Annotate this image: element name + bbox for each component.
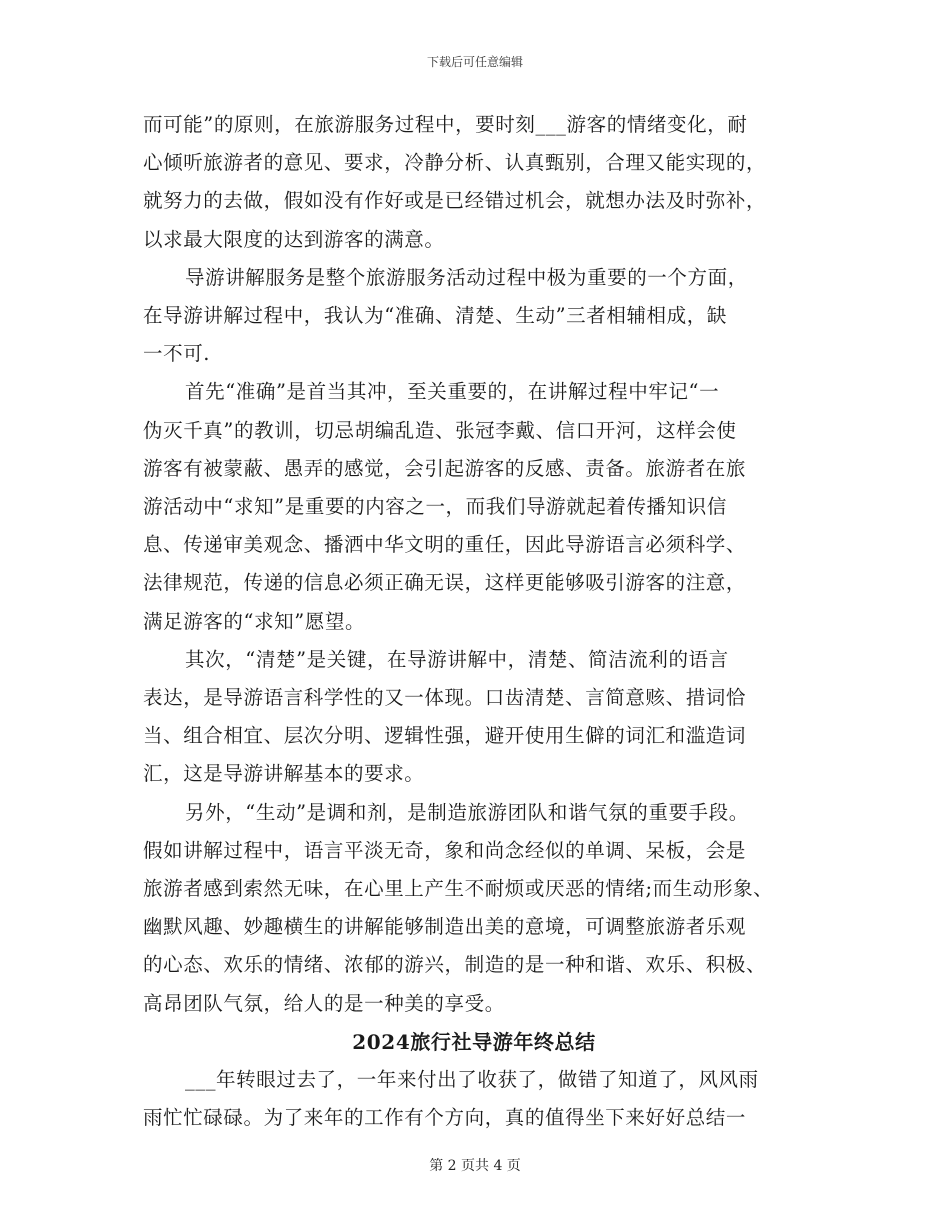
text-line: 雨忙忙碌碌。为了来年的工作有个方向，真的值得坐下来好好总结一 [143, 1106, 747, 1130]
text-line: 游客有被蒙蔽、愚弄的感觉，会引起游客的反感、责备。旅游者在旅 [143, 456, 747, 480]
text-line: 旅游者感到索然无味，在心里上产生不耐烦或厌恶的情绪;而生动形象、 [143, 877, 774, 901]
text-line: 其次，“清楚”是关键，在导游讲解中，清楚、简洁流利的语言 [185, 647, 729, 671]
text-line: 在导游讲解过程中，我认为“准确、清楚、生动”三者相辅相成，缺 [143, 304, 727, 328]
text-line: 心倾听旅游者的意见、要求，冷静分析、认真甄别，合理又能实现的， [143, 151, 767, 175]
text-line: 一不可. [143, 342, 211, 366]
text-line: 当、组合相宜、层次分明、逻辑性强，避开使用生僻的词汇和滥造词 [143, 724, 747, 748]
text-line: 的心态、欢乐的情绪、浓郁的游兴，制造的是一种和谐、欢乐、积极、 [143, 953, 767, 977]
text-line: 法律规范，传递的信息必须正确无误，这样更能够吸引游客的注意， [143, 571, 747, 595]
text-line: 满足游客的“求知”愿望。 [143, 609, 366, 633]
text-line: 息、传递审美观念、播洒中华文明的重任，因此导游语言必须科学、 [143, 533, 747, 557]
text-line: 幽默风趣、妙趣横生的讲解能够制造出美的意境，可调整旅游者乐观 [143, 915, 747, 939]
text-line: 以求最大限度的达到游客的满意。 [143, 227, 445, 251]
text-line: 表达，是导游语言科学性的又一体现。口齿清楚、言简意赅、措词恰 [143, 686, 747, 710]
paragraph-3 [143, 373, 823, 640]
text-line: 假如讲解过程中，语言平淡无奇，象和尚念经似的单调、呆板，会是 [143, 838, 747, 862]
text-line: 高昂团队气氛，给人的是一种美的享受。 [143, 991, 505, 1015]
section-title: 2024旅行社导游年终总结 [352, 1029, 596, 1054]
text-line: 游活动中“求知”是重要的内容之一，而我们导游就起着传播知识信 [143, 495, 727, 519]
paragraph-4 [143, 641, 823, 794]
text-line: 导游讲解服务是整个旅游服务活动过程中极为重要的一个方面， [185, 265, 748, 289]
page-footer: 第 2 页共 4 页 [429, 1158, 521, 1174]
text-line: 而可能”的原则，在旅游服务过程中，要时刻___游客的情绪变化，耐 [143, 113, 748, 136]
paragraph-2 [143, 259, 823, 374]
document-body [143, 106, 823, 1137]
text-line: 伪灭千真”的教训，切忌胡编乱造、张冠李戴、信口开河，这样会使 [143, 418, 737, 442]
text-line: 就努力的去做，假如没有作好或是已经错过机会，就想办法及时弥补， [143, 189, 767, 213]
text-line: 首先“准确”是首当其冲，至关重要的，在讲解过程中牢记“一 [185, 380, 720, 404]
closing-paragraph [143, 1061, 823, 1137]
text-line: 汇，这是导游讲解基本的要求。 [143, 762, 425, 786]
paragraph-5 [143, 794, 823, 1023]
paragraph-1 [143, 106, 823, 259]
page-header: 下载后可任意编辑 [426, 55, 523, 69]
text-line: 另外，“生动”是调和剂，是制造旅游团队和谐气氛的重要手段。 [185, 800, 749, 824]
text-line: ___年转眼过去了，一年来付出了收获了，做错了知道了，风风雨 [185, 1068, 759, 1092]
